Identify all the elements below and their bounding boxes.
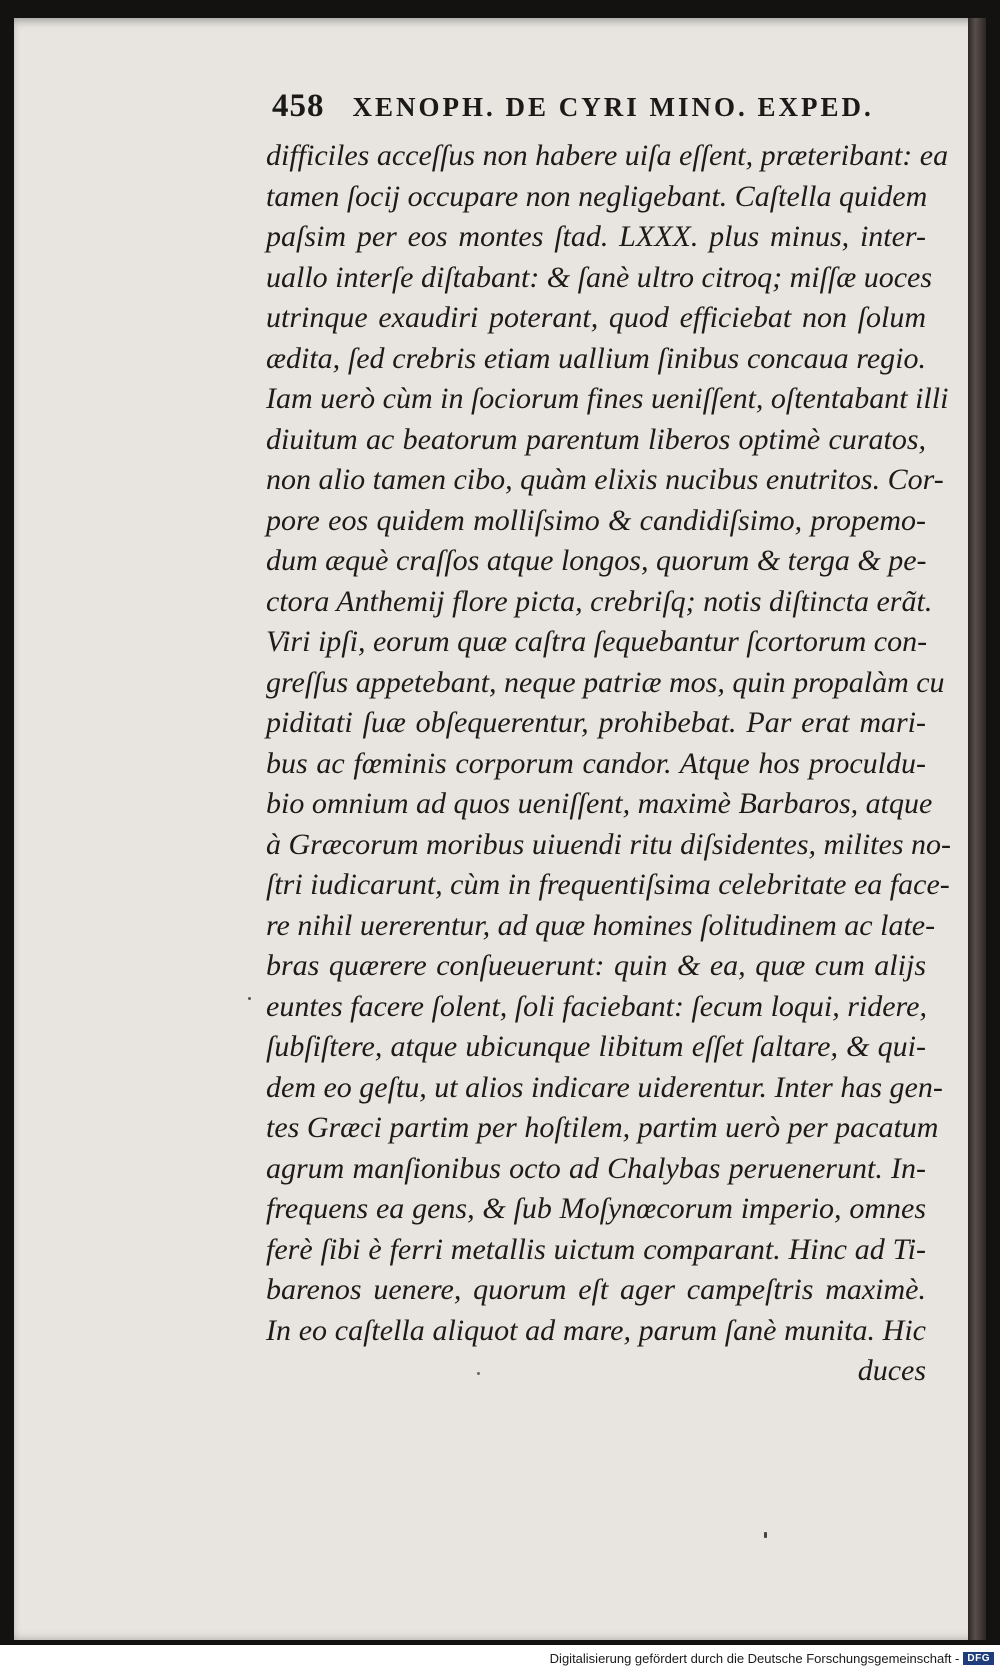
text-line: diuitum ac beatorum parentum liberos optimè curatos, [266, 422, 926, 456]
text-line: barenos uenere, quorum eſt ager campeſtris maximè. [266, 1273, 926, 1306]
credit-text: Digitalisierung gefördert durch die Deutsche Forschungsgemeinschaft - [549, 1650, 960, 1666]
text-line: Iam uerò cùm in ſociorum fines ueniſſent, oſtentabant illi [266, 382, 949, 415]
body-text [266, 136, 951, 1392]
text-line: non alio tamen cibo, quàm elixis nucibus enutritos. Cor- [266, 463, 944, 496]
text-line: difficiles acceſſus non habere uiſa eſſent, præteribant: ea [266, 139, 949, 172]
text-line: Viri ipſi, eorum quæ caſtra ſequebantur ſcortorum con- [266, 625, 928, 658]
text-line: ſubſiſtere, atque ubicunque libitum eſſet ſaltare, & qui- [266, 1030, 926, 1063]
text-line: In eo caſtella aliquot ad mare, parum ſanè munita. Hic [266, 1313, 926, 1347]
text-line: dum æquè craſſos atque longos, quorum & terga & pe- [266, 544, 927, 577]
text-line: bras quærere conſueuerunt: quin & ea, quæ cum alijs [266, 949, 926, 982]
page-edge [968, 18, 986, 1640]
running-title: XENOPH. DE CYRI MINO. EXPED. [352, 92, 874, 122]
text-line: re nihil uererentur, ad quæ homines ſolitudinem ac late- [266, 908, 936, 942]
text-line: piditati ſuæ obſequerentur, prohibebat. Par erat mari- [266, 706, 926, 739]
text-line: tes Græci partim per hoſtilem, partim uerò per pacatum [266, 1111, 939, 1144]
text-line: ctora Anthemij flore picta, crebriſq; notis diſtincta erãt. [266, 584, 933, 618]
text-line: à Græcorum moribus uiuendi ritu diſsidentes, milites no- [266, 827, 951, 861]
text-line: bus ac fœminis corporum candor. Atque hos proculdu- [266, 746, 926, 780]
text-line: paſsim per eos montes ſtad. LXXX. plus minus, inter- [266, 220, 926, 253]
text-line: agrum manſionibus octo ad Chalybas peruenerunt. In- [266, 1151, 926, 1185]
digitization-credit [550, 1648, 994, 1668]
text-line: ſtri iudicarunt, cùm in frequentiſsima celebritate ea face- [266, 868, 950, 901]
text-line: euntes facere ſolent, ſoli faciebant: ſecum loqui, ridere, [266, 989, 927, 1023]
ink-speck [764, 1532, 767, 1538]
ink-speck [477, 1372, 480, 1375]
text-line: utrinque exaudiri poterant, quod efficiebat non ſolum [266, 301, 926, 334]
text-line: tamen ſocij occupare non negligebant. Caſtella quidem [266, 179, 928, 213]
text-line: uallo interſe diſtabant: & ſanè ultro citroq; miſſæ uoces [266, 260, 933, 294]
text-line: pore eos quidem molliſsimo & candidiſsimo, propemo- [266, 503, 926, 537]
catchword: duces [857, 1354, 926, 1387]
text-line: bio omnium ad quos ueniſſent, maximè Barbaros, atque [266, 787, 933, 820]
text-line: greſſus appetebant, neque patriæ mos, quin propalàm cu [266, 665, 945, 699]
text-line: ædita, ſed crebris etiam uallium ſinibus concaua regio. [266, 341, 926, 375]
page-number: 458 [272, 88, 325, 124]
text-line: ferè ſibi è ferri metallis uictum comparant. Hinc ad Ti- [266, 1232, 926, 1266]
running-head [272, 88, 892, 128]
ink-speck [248, 997, 251, 1000]
dfg-logo: DFG [963, 1652, 994, 1665]
text-line: frequens ea gens, & ſub Moſynœcorum imperio, omnes [266, 1192, 926, 1225]
text-line: dem eo geſtu, ut alios indicare uiderentur. Inter has gen- [266, 1070, 943, 1104]
